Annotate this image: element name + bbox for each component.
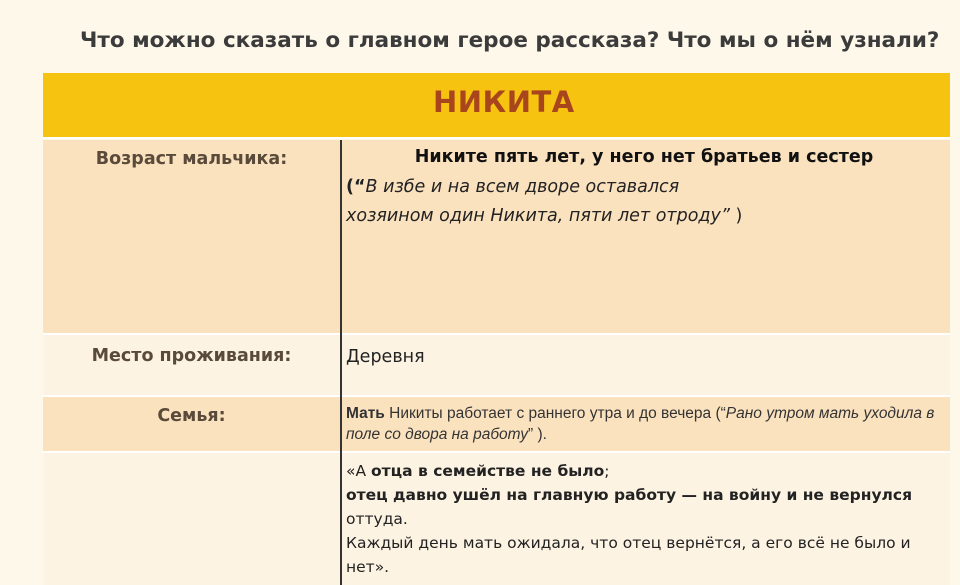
- mother-quote: Рано утром мать уходила в поле со двора на работу: [346, 405, 935, 443]
- column-divider: [340, 140, 342, 585]
- table-row-residence: [43, 335, 950, 397]
- quote-line1: В избе и на всем дворе оставался: [365, 177, 680, 197]
- page-title: Что можно сказать о главном герое рассказа? Что мы о нём узнали?: [80, 28, 940, 53]
- header-name: НИКИТА: [433, 85, 575, 119]
- table-row-age: [43, 140, 950, 335]
- quote-open: (“: [346, 177, 366, 197]
- father-bold2: отец давно ушёл на главную работу — на войну и не вернулся: [346, 486, 913, 504]
- info-table: [43, 73, 950, 576]
- table-row-father: [43, 453, 950, 585]
- family-label: Семья:: [157, 406, 226, 426]
- mother-bold: Мать: [346, 405, 385, 422]
- father-semicolon: ;: [604, 462, 610, 480]
- quote-close: ): [729, 206, 743, 226]
- father-rest: оттуда.: [346, 510, 408, 528]
- age-heading: Никите пять лет, у него нет братьев и сестер: [414, 147, 874, 167]
- father-open: «А: [346, 462, 372, 480]
- mother-text: [346, 403, 946, 445]
- quote-line2: хозяином один Никита, пяти лет отроду”: [346, 206, 730, 226]
- table-row-family: [43, 397, 950, 453]
- age-label: Возраст мальчика:: [95, 149, 288, 169]
- father-bold1: отца в семействе не было: [371, 462, 605, 480]
- father-text: [346, 459, 926, 579]
- age-quote: [346, 173, 946, 231]
- mother-close: ” ).: [528, 426, 547, 443]
- table-header: [43, 73, 950, 139]
- residence-label: Место проживания:: [91, 346, 292, 366]
- father-line4: Каждый день мать ожидала, что отец вернётся, а его всё не было и нет».: [346, 534, 911, 576]
- residence-value: Деревня: [346, 347, 425, 367]
- mother-desc: Никиты работает с раннего утра и до вечера (“: [384, 405, 726, 422]
